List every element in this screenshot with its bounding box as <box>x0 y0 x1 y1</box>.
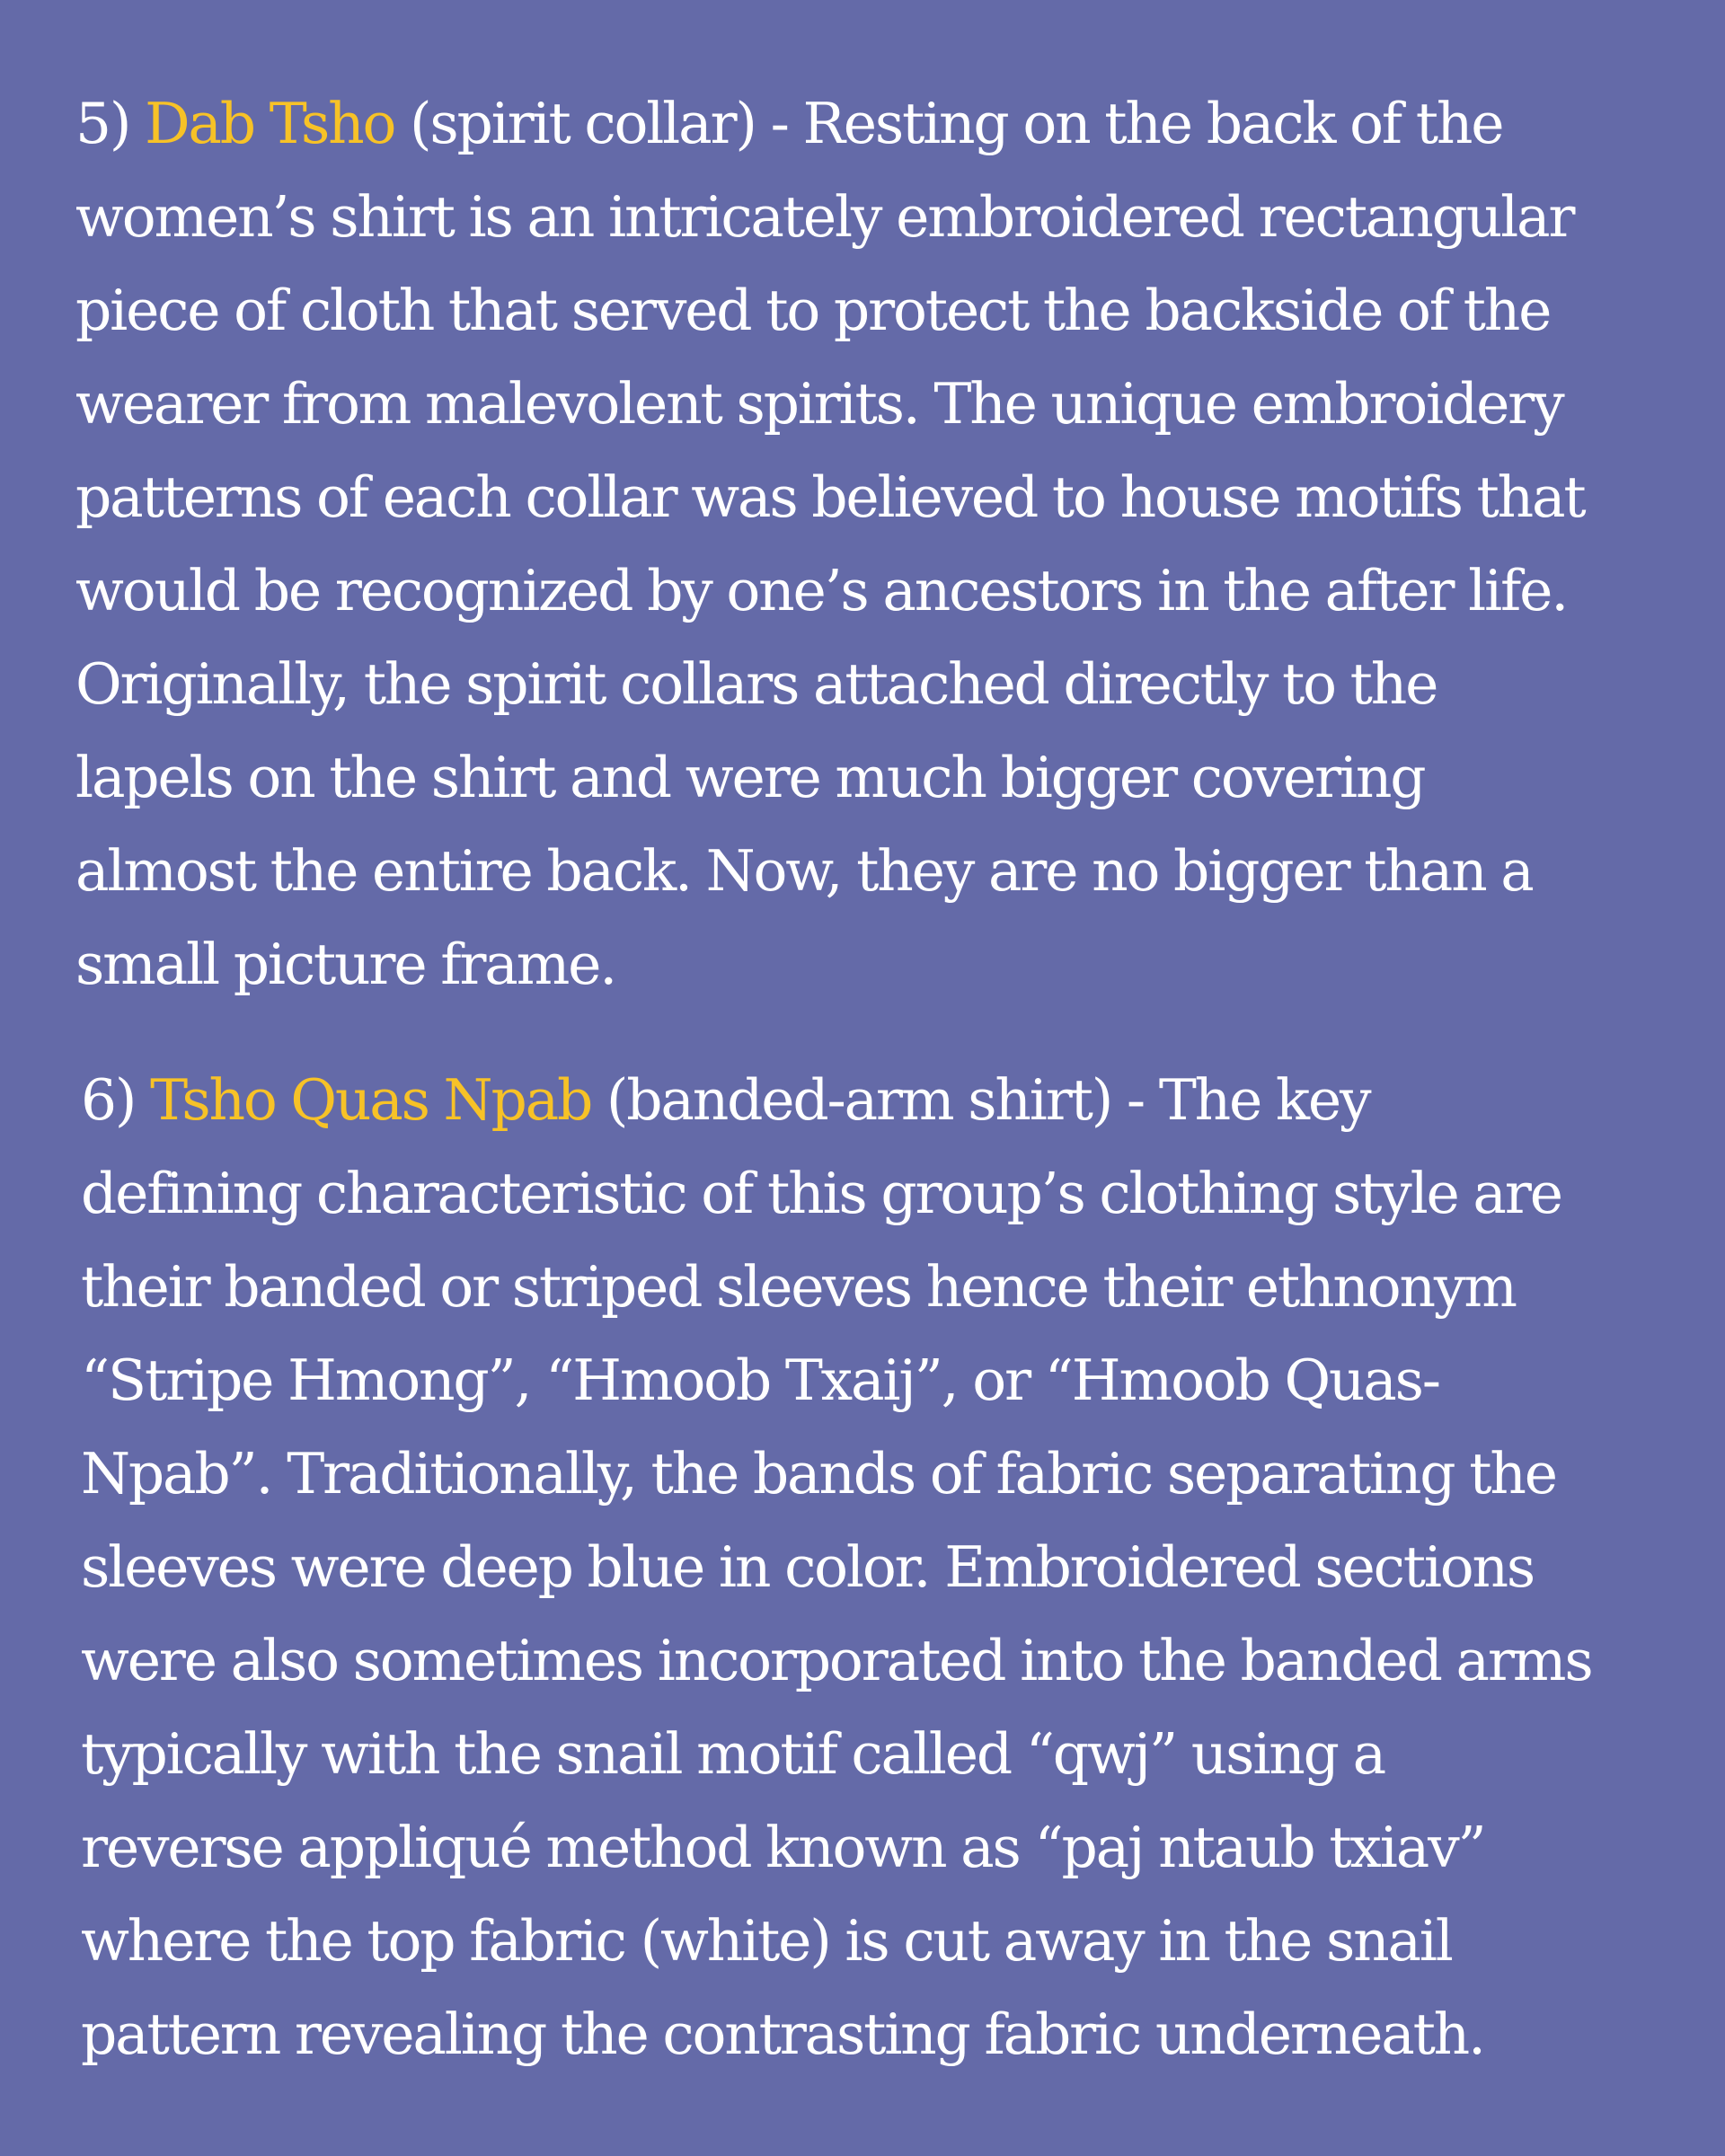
section-5-number: 5) <box>75 91 130 156</box>
section-6-line-5: Npab”. Traditionally, the bands of fabric separating the <box>81 1441 1556 1507</box>
section-5-first-line-text: (spirit collar) - Resting on the back of the <box>410 91 1503 156</box>
section-6-line-3: their banded or striped sleeves hence their ethnonym <box>81 1254 1516 1320</box>
section-5-term: Dab Tsho <box>145 91 395 156</box>
section-6-line-10: where the top fabric (white) is cut away in the snail <box>81 1908 1452 1974</box>
section-6-line-2: defining characteristic of this group’s clothing style are <box>81 1161 1561 1226</box>
section-dab-tsho <box>75 77 1711 1012</box>
section-6-line-4: “Stripe Hmong”, “Hmoob Txaij”, or “Hmoob Quas- <box>81 1348 1439 1413</box>
section-5-line-5: patterns of each collar was believed to house motifs that <box>75 464 1585 530</box>
section-5-line-2: women’s shirt is an intricately embroidered rectangular <box>75 184 1574 250</box>
section-6-line-1 <box>81 1054 1716 1147</box>
section-6-line-11: pattern revealing the contrasting fabric underneath. <box>81 2001 1484 2067</box>
section-5-line-8: lapels on the shirt and were much bigger covering <box>75 745 1425 810</box>
section-5-line-4: wearer from malevolent spirits. The unique embroidery <box>75 371 1563 437</box>
section-5-line-7: Originally, the spirit collars attached directly to the <box>75 651 1438 717</box>
section-5-line-3: piece of cloth that served to protect the backside of the <box>75 278 1551 343</box>
section-6-first-line-text: (banded-arm shirt) - The key <box>606 1067 1370 1133</box>
section-5-line-10: small picture frame. <box>75 932 616 997</box>
section-5-line-9: almost the entire back. Now, they are no bigger than a <box>75 838 1533 904</box>
section-6-line-6: sleeves were deep blue in color. Embroidered sections <box>81 1534 1535 1600</box>
section-5-line-1 <box>75 77 1711 171</box>
section-tsho-quas-npab <box>81 1054 1716 2081</box>
section-6-number: 6) <box>81 1067 136 1133</box>
section-6-line-9: reverse appliqué method known as “paj ntaub txiav” <box>81 1815 1485 1880</box>
section-6-term: Tsho Quas Npab <box>150 1067 592 1133</box>
section-5-line-6: would be recognized by one’s ancestors in the after life. <box>75 558 1568 623</box>
section-6-line-7: were also sometimes incorporated into the banded arms <box>81 1628 1592 1693</box>
section-6-line-8: typically with the snail motif called “qwj” using a <box>81 1721 1384 1787</box>
